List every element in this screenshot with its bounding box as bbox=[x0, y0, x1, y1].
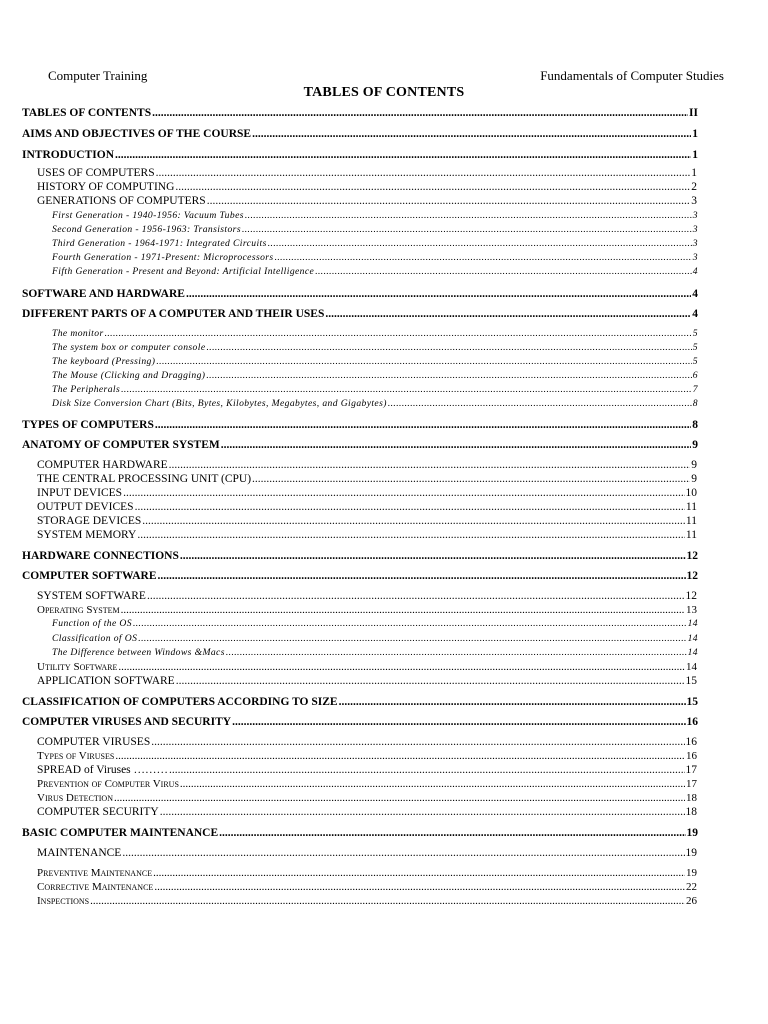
toc-dot-leader bbox=[160, 807, 685, 819]
toc-dot-leader bbox=[219, 828, 685, 840]
toc-dot-leader bbox=[221, 440, 692, 452]
toc-entry[interactable] bbox=[37, 605, 697, 616]
toc-entry-label: The system box or computer console bbox=[52, 342, 206, 353]
toc-dot-leader bbox=[154, 882, 685, 893]
toc-dot-leader bbox=[169, 460, 691, 472]
toc-entry-label: BASIC COMPUTER MAINTENANCE bbox=[22, 827, 219, 839]
toc-entry-page-number: 3 bbox=[692, 238, 698, 249]
toc-entry[interactable] bbox=[37, 882, 697, 893]
toc-dot-leader bbox=[135, 502, 685, 514]
toc-entry-label: First Generation - 1940-1956: Vacuum Tubes bbox=[52, 210, 244, 221]
toc-entry-label: The Peripherals bbox=[52, 384, 121, 395]
toc-entry[interactable] bbox=[37, 896, 697, 907]
toc-dot-leader bbox=[133, 619, 687, 629]
toc-entry[interactable] bbox=[37, 779, 697, 790]
toc-entry[interactable] bbox=[22, 551, 698, 563]
toc-entry-page-number: 9 bbox=[691, 459, 697, 471]
toc-entry[interactable] bbox=[52, 329, 698, 339]
toc-entry-page-number: 8 bbox=[692, 398, 698, 409]
toc-entry-label: SOFTWARE AND HARDWARE bbox=[22, 288, 185, 300]
toc-entry[interactable] bbox=[37, 488, 697, 500]
toc-entry-label: Fourth Generation - 1971-Present: Microprocessors bbox=[52, 252, 274, 263]
toc-dot-leader bbox=[156, 168, 691, 180]
toc-entry-page-number: 9 bbox=[692, 439, 698, 451]
toc-entry[interactable] bbox=[52, 634, 698, 644]
toc-dot-leader bbox=[245, 211, 692, 221]
toc-entry-page-number: 4 bbox=[692, 266, 698, 277]
toc-entry-page-number: 11 bbox=[685, 515, 697, 527]
toc-entry-label: COMPUTER SECURITY bbox=[37, 806, 159, 818]
toc-entry[interactable] bbox=[37, 168, 697, 180]
toc-entry-label: Operating System bbox=[37, 604, 120, 616]
toc-entry-page-number: 26 bbox=[686, 895, 697, 907]
toc-entry-page-number: 14 bbox=[687, 618, 698, 629]
toc-entry-page-number: 10 bbox=[685, 487, 697, 499]
toc-entry-label: CLASSIFICATION OF COMPUTERS ACCORDING TO SIZE bbox=[22, 696, 338, 708]
toc-entry-page-number: 3 bbox=[692, 252, 698, 263]
toc-entry-page-number: 3 bbox=[692, 224, 698, 235]
toc-dot-leader bbox=[105, 329, 692, 339]
toc-entry-label: SYSTEM SOFTWARE bbox=[37, 590, 146, 602]
toc-entry[interactable] bbox=[37, 737, 697, 749]
toc-entry-label: COMPUTER VIRUSES bbox=[37, 736, 151, 748]
toc-entry-page-number: 19 bbox=[686, 827, 698, 839]
toc-dot-leader bbox=[147, 591, 685, 603]
toc-entry-label: INTRODUCTION bbox=[22, 149, 115, 161]
toc-entry-label: APPLICATION SOFTWARE bbox=[37, 675, 175, 687]
toc-entry-label: SPREAD of Viruses ……… bbox=[37, 764, 169, 776]
toc-entry-page-number: 14 bbox=[687, 647, 698, 658]
toc-entry-page-number: 4 bbox=[692, 288, 698, 300]
toc-dot-leader bbox=[275, 253, 692, 263]
toc-entry[interactable] bbox=[52, 343, 698, 353]
toc-entry-label: STORAGE DEVICES bbox=[37, 515, 142, 527]
toc-entry[interactable] bbox=[37, 502, 697, 514]
toc-entry[interactable] bbox=[52, 225, 698, 235]
toc-dot-leader bbox=[388, 399, 692, 409]
toc-entry-label: COMPUTER HARDWARE bbox=[37, 459, 168, 471]
toc-entry[interactable] bbox=[22, 440, 698, 452]
toc-entry-page-number: 5 bbox=[692, 342, 698, 353]
toc-entry[interactable] bbox=[37, 516, 697, 528]
toc-entry-label: TYPES OF COMPUTERS bbox=[22, 419, 154, 431]
toc-dot-leader bbox=[206, 343, 691, 353]
toc-entry-label: The monitor bbox=[52, 328, 104, 339]
toc-dot-leader bbox=[138, 634, 686, 644]
toc-entry-label: The Mouse (Clicking and Dragging) bbox=[52, 370, 206, 381]
toc-entry-page-number: 14 bbox=[686, 661, 697, 673]
toc-entry-label: The keyboard (Pressing) bbox=[52, 356, 156, 367]
toc-entry-label: ANATOMY OF COMPUTER SYSTEM bbox=[22, 439, 220, 451]
toc-entry[interactable] bbox=[52, 267, 698, 277]
toc-entry[interactable] bbox=[22, 309, 698, 321]
toc-entry-page-number: 3 bbox=[691, 195, 697, 207]
toc-entry-label: GENERATIONS OF COMPUTERS bbox=[37, 195, 206, 207]
toc-dot-leader bbox=[114, 793, 685, 804]
toc-entry[interactable] bbox=[52, 357, 698, 367]
toc-entry-page-number: 16 bbox=[685, 736, 697, 748]
toc-entry-page-number: 19 bbox=[686, 867, 697, 879]
toc-entry-label: DIFFERENT PARTS OF A COMPUTER AND THEIR USES bbox=[22, 308, 325, 320]
toc-entry-label: Function of the OS bbox=[52, 618, 132, 629]
header-left-text: Computer Training bbox=[48, 68, 148, 83]
toc-dot-leader bbox=[121, 385, 692, 395]
toc-entry-page-number: 19 bbox=[685, 847, 697, 859]
toc-dot-leader bbox=[339, 697, 686, 709]
toc-entry-page-number: 5 bbox=[692, 356, 698, 367]
toc-entry[interactable] bbox=[52, 211, 698, 221]
toc-entry-page-number: 1 bbox=[691, 167, 697, 179]
toc-entry-label: AIMS AND OBJECTIVES OF THE COURSE bbox=[22, 128, 252, 140]
toc-entry[interactable] bbox=[37, 676, 697, 688]
toc-entry-label: Preventive Maintenance bbox=[37, 867, 153, 879]
toc-dot-leader bbox=[180, 779, 685, 790]
toc-entry-label: USES OF COMPUTERS bbox=[37, 167, 155, 179]
toc-dot-leader bbox=[115, 150, 691, 162]
toc-entry[interactable] bbox=[37, 182, 697, 194]
toc-dot-leader bbox=[153, 868, 685, 879]
toc-dot-leader bbox=[325, 309, 691, 321]
toc-entry[interactable] bbox=[37, 530, 697, 542]
toc-dot-leader bbox=[252, 129, 691, 141]
toc-entry[interactable] bbox=[22, 420, 698, 432]
toc-entry-page-number: 14 bbox=[687, 633, 698, 644]
toc-dot-leader bbox=[186, 289, 691, 301]
toc-entry-page-number: 16 bbox=[686, 716, 698, 728]
toc-entry-label: Inspections bbox=[37, 895, 90, 907]
toc-dot-leader bbox=[123, 488, 684, 500]
toc-entry-label: Third Generation - 1964-1971: Integrated Circuits bbox=[52, 238, 267, 249]
toc-dot-leader bbox=[268, 239, 692, 249]
toc-dot-leader bbox=[315, 267, 692, 277]
toc-entry-page-number: 7 bbox=[692, 384, 698, 395]
toc-dot-leader bbox=[158, 571, 686, 583]
toc-entry[interactable] bbox=[22, 571, 698, 583]
toc-entry-label: TABLES OF CONTENTS bbox=[22, 107, 152, 119]
toc-entry[interactable] bbox=[52, 399, 698, 409]
toc-entry[interactable] bbox=[22, 129, 698, 141]
toc-entry[interactable] bbox=[22, 828, 698, 840]
toc-entry-label: THE CENTRAL PROCESSING UNIT (CPU) bbox=[37, 473, 252, 485]
toc-entry-page-number: 12 bbox=[686, 550, 698, 562]
toc-entry[interactable] bbox=[22, 289, 698, 301]
toc-entry-page-number: 17 bbox=[685, 764, 697, 776]
toc-entry-page-number: 15 bbox=[686, 696, 698, 708]
toc-entry-page-number: 1 bbox=[692, 128, 698, 140]
toc-entry-page-number: 18 bbox=[686, 792, 697, 804]
toc-entry[interactable] bbox=[52, 385, 698, 395]
toc-entry-page-number: 11 bbox=[685, 501, 697, 513]
toc-entry[interactable] bbox=[37, 807, 697, 819]
toc-dot-leader bbox=[151, 737, 684, 749]
toc-entry-label: Corrective Maintenance bbox=[37, 881, 154, 893]
toc-dot-leader bbox=[156, 357, 691, 367]
toc-entry[interactable] bbox=[37, 474, 697, 486]
toc-entry-page-number: 8 bbox=[692, 419, 698, 431]
toc-entry-label: Classification of OS bbox=[52, 633, 138, 644]
toc-entry[interactable] bbox=[37, 793, 697, 804]
toc-entry[interactable] bbox=[52, 648, 698, 658]
toc-entry-label: HISTORY OF COMPUTING bbox=[37, 181, 175, 193]
toc-entry-label: Virus Detection bbox=[37, 792, 113, 804]
toc-entry[interactable] bbox=[52, 371, 698, 381]
toc-entry[interactable] bbox=[37, 765, 697, 777]
toc-entry[interactable] bbox=[22, 717, 698, 729]
toc-dot-leader bbox=[206, 371, 691, 381]
toc-entry[interactable] bbox=[37, 662, 697, 673]
header-right-text: Fundamentals of Computer Studies bbox=[540, 68, 724, 83]
toc-dot-leader bbox=[232, 717, 685, 729]
toc-entry-label: The Difference between Windows &Macs bbox=[52, 647, 225, 658]
toc-entry-label: Utility Software bbox=[37, 661, 118, 673]
toc-entry-label: MAINTENANCE bbox=[37, 847, 122, 859]
toc-dot-leader bbox=[169, 765, 684, 777]
toc-entry[interactable] bbox=[22, 108, 698, 120]
toc-dot-leader bbox=[122, 848, 684, 860]
toc-dot-leader bbox=[121, 605, 685, 616]
toc-entry-label: HARDWARE CONNECTIONS bbox=[22, 550, 179, 562]
toc-entry-page-number: 4 bbox=[692, 308, 698, 320]
toc-entry-label: Types of Viruses bbox=[37, 750, 115, 762]
toc-entry-page-number: II bbox=[689, 107, 698, 119]
toc-entry-page-number: 13 bbox=[686, 604, 697, 616]
toc-entry[interactable] bbox=[52, 239, 698, 249]
toc-entry[interactable] bbox=[22, 150, 698, 162]
toc-dot-leader bbox=[242, 225, 692, 235]
toc-entry-label: Disk Size Conversion Chart (Bits, Bytes, Kilobytes, Megabytes, and Gigabytes) bbox=[52, 398, 387, 409]
page-title: TABLES OF CONTENTS bbox=[303, 85, 465, 100]
toc-dot-leader bbox=[137, 530, 685, 542]
toc-dot-leader bbox=[180, 551, 686, 563]
toc-dot-leader bbox=[207, 196, 691, 208]
toc-entry-page-number: 5 bbox=[692, 328, 698, 339]
toc-dot-leader bbox=[90, 896, 685, 907]
toc-entry-page-number: 16 bbox=[686, 750, 697, 762]
toc-dot-leader bbox=[175, 182, 690, 194]
toc-entry[interactable] bbox=[22, 697, 698, 709]
toc-entry-label: Second Generation - 1956-1963: Transistors bbox=[52, 224, 241, 235]
toc-dot-leader bbox=[115, 751, 685, 762]
toc-dot-leader bbox=[252, 474, 690, 486]
toc-entry[interactable] bbox=[37, 848, 697, 860]
toc-entry-page-number: 12 bbox=[686, 570, 698, 582]
toc-dot-leader bbox=[226, 648, 687, 658]
toc-entry[interactable] bbox=[52, 619, 698, 629]
toc-entry-page-number: 12 bbox=[685, 590, 697, 602]
toc-entry-page-number: 9 bbox=[691, 473, 697, 485]
toc-entry-page-number: 3 bbox=[692, 210, 698, 221]
toc-entry-label: COMPUTER VIRUSES AND SECURITY bbox=[22, 716, 232, 728]
toc-dot-leader bbox=[152, 108, 688, 120]
toc-entry-label: COMPUTER SOFTWARE bbox=[22, 570, 157, 582]
toc-entry[interactable] bbox=[37, 591, 697, 603]
toc-entry-page-number: 17 bbox=[686, 778, 697, 790]
toc-entry[interactable] bbox=[37, 196, 697, 208]
toc-entry-page-number: 15 bbox=[685, 675, 697, 687]
toc-entry[interactable] bbox=[52, 253, 698, 263]
toc-dot-leader bbox=[176, 676, 685, 688]
toc-entry[interactable] bbox=[37, 751, 697, 762]
toc-entry-page-number: 1 bbox=[692, 149, 698, 161]
toc-entry-label: Fifth Generation - Present and Beyond: Artificial Intelligence bbox=[52, 266, 315, 277]
toc-entry-page-number: 18 bbox=[685, 806, 697, 818]
toc-entry-label: Prevention of Computer Virus bbox=[37, 778, 179, 790]
toc-entry-page-number: 11 bbox=[685, 529, 697, 541]
toc-entry-page-number: 2 bbox=[691, 181, 697, 193]
toc-entry-page-number: 22 bbox=[686, 881, 697, 893]
toc-entry-label: INPUT DEVICES bbox=[37, 487, 123, 499]
toc-entry-label: OUTPUT DEVICES bbox=[37, 501, 134, 513]
toc-entry[interactable] bbox=[37, 868, 697, 879]
toc-entry[interactable] bbox=[37, 460, 697, 472]
toc-entry-label: SYSTEM MEMORY bbox=[37, 529, 137, 541]
toc-dot-leader bbox=[142, 516, 685, 528]
toc-dot-leader bbox=[118, 662, 685, 673]
toc-dot-leader bbox=[155, 420, 691, 432]
toc-entry-page-number: 6 bbox=[692, 370, 698, 381]
